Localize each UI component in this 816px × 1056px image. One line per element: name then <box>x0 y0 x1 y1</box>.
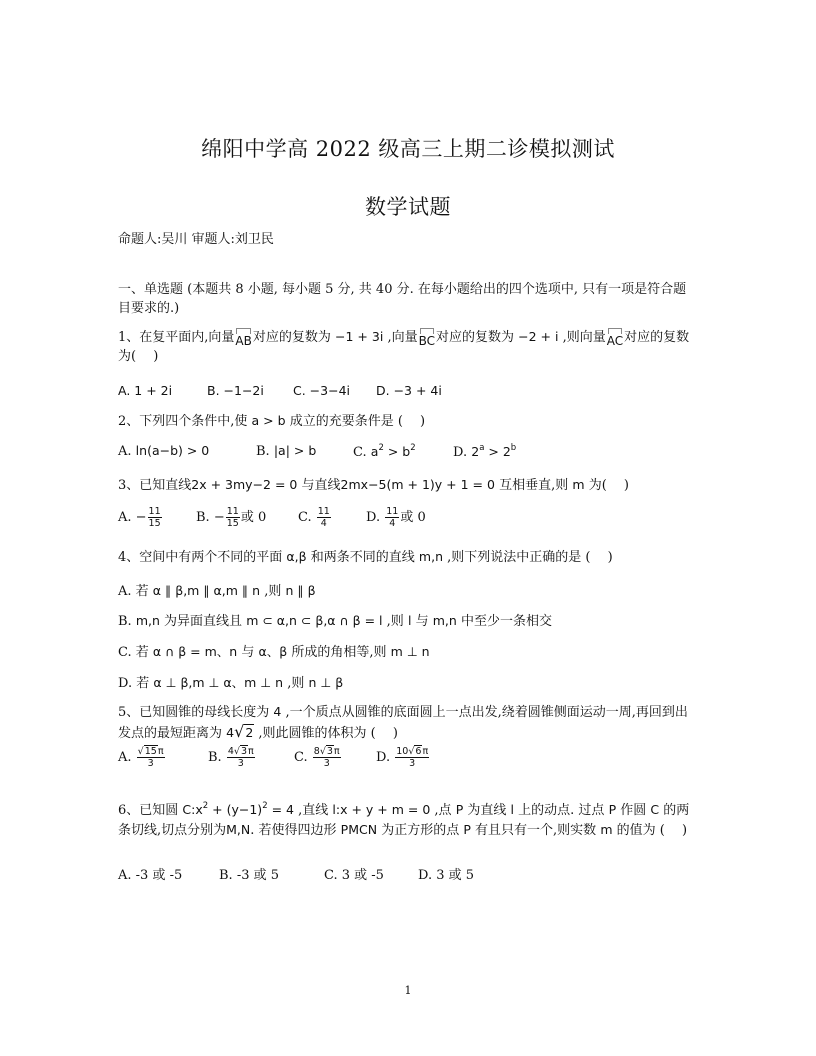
option-b: B. |a| > b <box>256 443 317 459</box>
option-b: B. − $\frac{11}{15}$ 或 0 <box>196 506 267 529</box>
q1-text: 对应的复数为( ) <box>118 330 690 364</box>
question-6: 6、已知圆 $C:x^2 + (y-1)^2 = 4$ ,直线 l:x + y + m = 0 ,点 P 为直线 l 上的动点. 过点 P 作圆 C 的两条切线,切点分别为M,N. 若使得四边形 PMCN 为正方形的点 P 有且只有一个,则实数 m 的值为 ( ) <box>118 801 690 838</box>
option-d: D. $\frac{11}{4}$ 或 0 <box>366 506 426 529</box>
line-1-equation: 2x + 3my−2 = 0 <box>191 477 298 492</box>
question-3: 3、已知直线2x + 3my−2 = 0 与直线2mx−5(m + 1)y + 1 = 0 互相垂直,则 m 为( ) <box>118 477 629 493</box>
exam-subtitle: 数学试题 <box>365 195 451 219</box>
question-2: 2、下列四个条件中,使 a > b 成立的充要条件是 ( ) <box>118 413 426 429</box>
option-b: B. −1−2i <box>207 383 264 398</box>
option-c: C. $\frac{11}{4}$ <box>298 506 330 529</box>
option-d: D. $\frac{10√6\pi}{3}$ <box>376 746 429 769</box>
option-a: A. 1 + 2i <box>118 383 173 398</box>
authors-line: 命题人:吴川 审题人:刘卫民 <box>118 232 274 247</box>
distance-4-sqrt2: 4√2 <box>226 722 254 741</box>
q1-text: ,向量 <box>387 330 418 345</box>
page-number: 1 <box>404 984 412 997</box>
option-c: C. −3−4i <box>293 383 351 398</box>
option-d: D. 3 或 5 <box>418 868 475 883</box>
question-4: 4、空间中有两个不同的平面 α,β 和两条不同的直线 m,n ,则下列说法中正确的是 ( ) <box>118 549 613 565</box>
option-b: B. -3 或 5 <box>219 868 280 883</box>
question-1 <box>118 327 698 366</box>
q4-option-a: A. 若 α ∥ β,m ∥ α,m ∥ n ,则 n ∥ β <box>118 583 316 599</box>
exam-title: 绵阳中学高 2022 级高三上期二诊模拟测试 <box>201 137 615 161</box>
q4-option-b: B. m,n 为异面直线且 m ⊂ α,n ⊂ β,α ∩ β = l ,则 l 与 m,n 中至少一条相交 <box>118 613 552 629</box>
option-a: A. − $\frac{11}{15}$ <box>118 506 161 529</box>
option-d: D. $2^a > 2^b$ <box>453 443 517 460</box>
condition-a-gt-b: a > b <box>251 413 286 428</box>
complex-z1: −1 + 3i <box>335 329 384 344</box>
q1-text: 对应的复数为 <box>252 330 331 345</box>
option-c: C. 3 或 -5 <box>324 868 384 883</box>
vector-ac: AC <box>607 328 623 347</box>
option-a: A. $\frac{√15\pi}{3}$ <box>118 746 164 769</box>
option-a: A. -3 或 -5 <box>118 868 183 883</box>
q1-text: ,则向量 <box>562 330 606 345</box>
q1-text: 对应的复数为 <box>435 330 514 345</box>
question-5: 5、已知圆锥的母线长度为 4 ,一个质点从圆锥的底面圆上一点出发,绕着圆锥侧面运动一周,再回到出发点的最短距离为 4√2 ,则此圆锥的体积为 ( ) <box>118 704 688 741</box>
q4-option-c: C. 若 α ∩ β = m、n 与 α、β 所成的角相等,则 m ⊥ n <box>118 644 430 660</box>
option-a: A. ln(a−b) > 0 <box>118 443 210 459</box>
section-heading: 一、单选题 (本题共 8 小题, 每小题 5 分, 共 40 分. 在每小题给出的四个选项中, 只有一项是符合题目要求的.) <box>118 282 687 316</box>
option-c: C. $\frac{8√3\pi}{3}$ <box>294 746 340 769</box>
circle-equation: $C:x^2 + (y-1)^2 = 4$ <box>182 801 294 817</box>
option-d: D. −3 + 4i <box>376 383 442 398</box>
q4-option-d: D. 若 α ⊥ β,m ⊥ α、m ⊥ n ,则 n ⊥ β <box>118 675 344 691</box>
vector-bc: BC <box>419 328 435 347</box>
line-2-equation: 2mx−5(m + 1)y + 1 = 0 <box>340 477 495 492</box>
option-c: C. $a^2 > b^2$ <box>353 443 416 460</box>
option-b: B. $\frac{4√3\pi}{3}$ <box>208 746 254 769</box>
q1-text: 1、在复平面内,向量 <box>118 330 235 345</box>
complex-z2: −2 + i <box>518 329 559 344</box>
vector-ab: AB <box>235 328 251 347</box>
